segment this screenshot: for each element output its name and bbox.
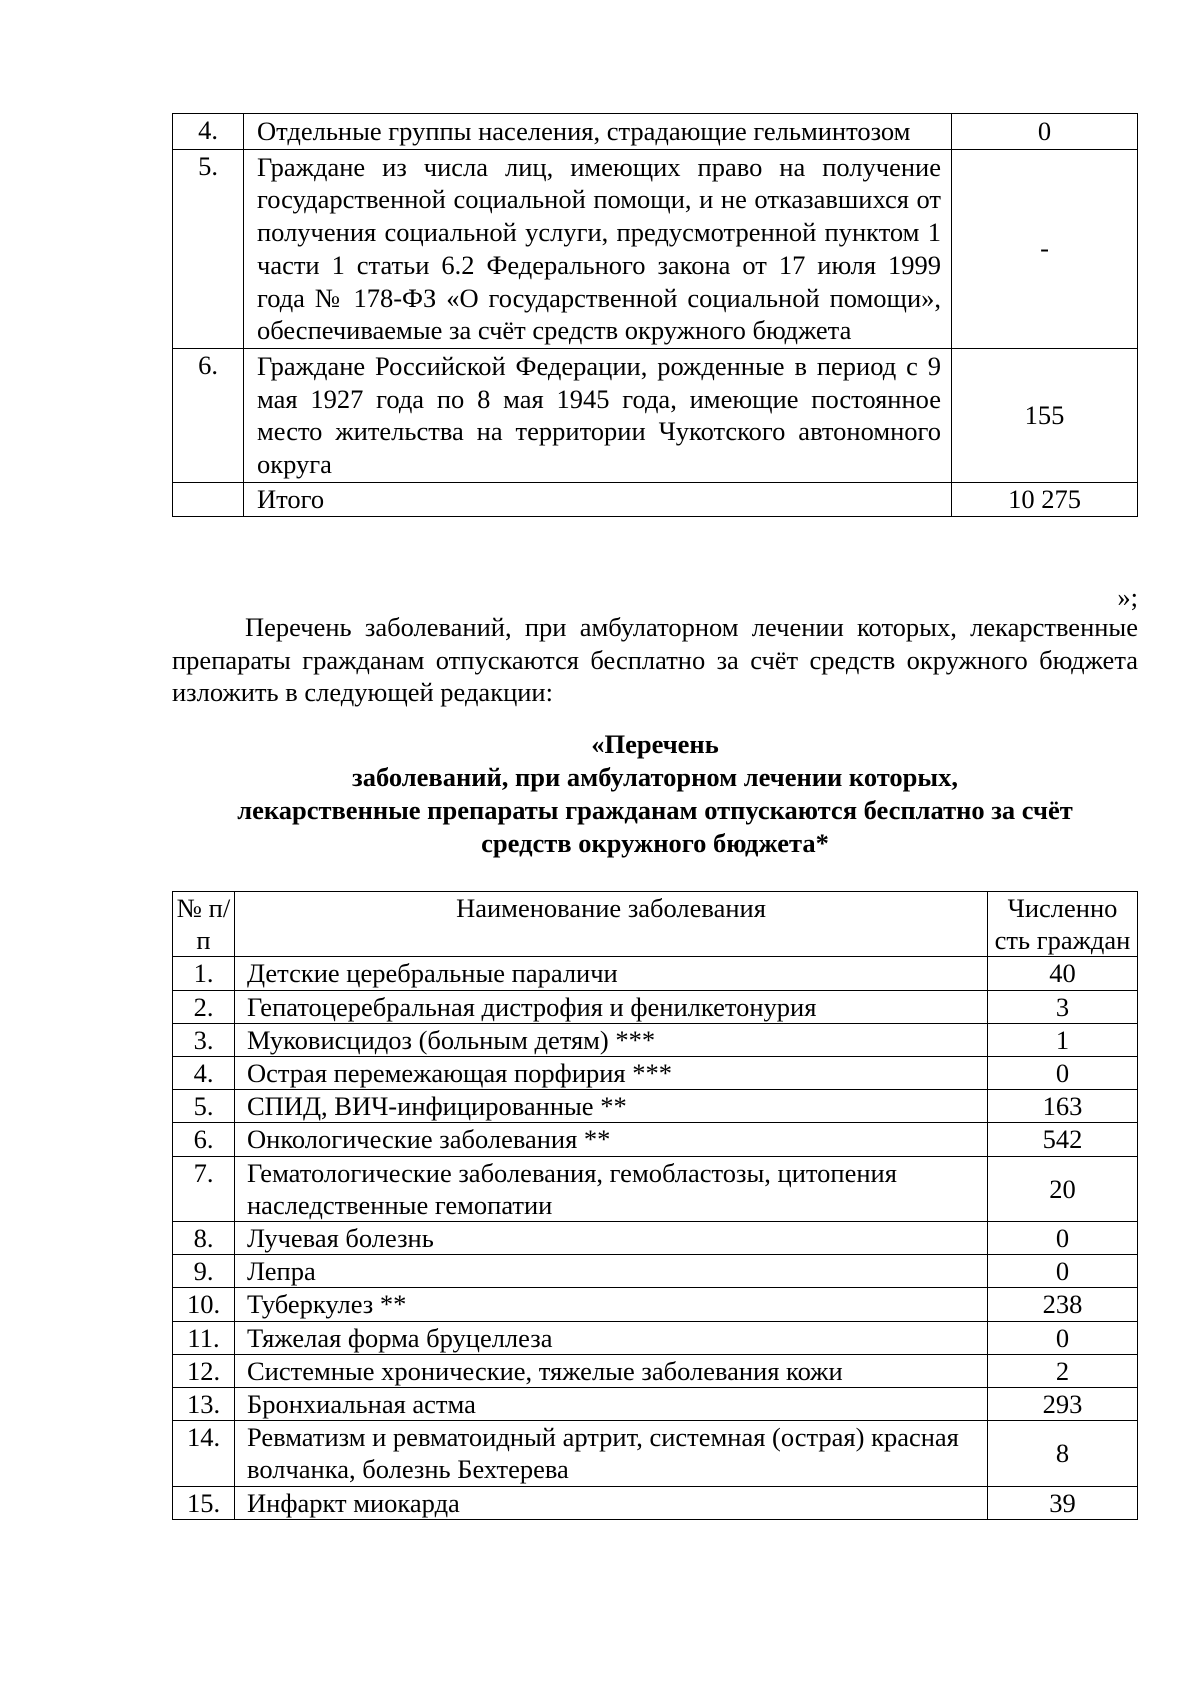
disease-name: Ревматизм и ревматоидный артрит, системная (острая) красная волчанка, болезнь Бехтерева bbox=[235, 1421, 988, 1486]
table-row bbox=[173, 1321, 1138, 1354]
citizen-count: 39 bbox=[988, 1486, 1138, 1519]
row-number: 2. bbox=[173, 990, 235, 1023]
disease-name: Лепра bbox=[235, 1255, 988, 1288]
disease-name: Туберкулез ** bbox=[235, 1288, 988, 1321]
table-row bbox=[173, 1255, 1138, 1288]
diseases-table bbox=[172, 891, 1138, 1520]
table-row bbox=[173, 1388, 1138, 1421]
disease-name: Муковисцидоз (больным детям) *** bbox=[235, 1023, 988, 1056]
citizen-count: 40 bbox=[988, 957, 1138, 990]
table-row bbox=[173, 1486, 1138, 1519]
row-number: 4. bbox=[173, 114, 244, 150]
table-row bbox=[173, 990, 1138, 1023]
citizen-count: 1 bbox=[988, 1023, 1138, 1056]
list-title bbox=[172, 728, 1138, 860]
disease-name: Инфаркт миокарда bbox=[235, 1486, 988, 1519]
row-number: 3. bbox=[173, 1023, 235, 1056]
row-description: Граждане Российской Федерации, рожденные в период с 9 мая 1927 года по 8 мая 1945 года, имеющие постоянное место жительства на территории Чукотского автономного округа bbox=[244, 348, 952, 482]
total-row bbox=[173, 482, 1138, 517]
header-citizen-count: Численно сть граждан bbox=[988, 892, 1138, 957]
table-row bbox=[173, 1354, 1138, 1387]
row-value: 155 bbox=[952, 348, 1138, 482]
citizen-count: 3 bbox=[988, 990, 1138, 1023]
total-value: 10 275 bbox=[952, 482, 1138, 517]
disease-name: Системные хронические, тяжелые заболевания кожи bbox=[235, 1354, 988, 1387]
row-number: 14. bbox=[173, 1421, 235, 1486]
citizen-count: 8 bbox=[988, 1421, 1138, 1486]
total-label: Итого bbox=[244, 482, 952, 517]
table-header-row bbox=[173, 892, 1138, 957]
citizen-count: 0 bbox=[988, 1321, 1138, 1354]
table-row bbox=[173, 1123, 1138, 1156]
row-number: 11. bbox=[173, 1321, 235, 1354]
table-row bbox=[173, 1156, 1138, 1221]
row-number: 10. bbox=[173, 1288, 235, 1321]
disease-name: Лучевая болезнь bbox=[235, 1222, 988, 1255]
citizen-count: 293 bbox=[988, 1388, 1138, 1421]
table-row bbox=[173, 149, 1138, 348]
row-number: 13. bbox=[173, 1388, 235, 1421]
row-number: 1. bbox=[173, 957, 235, 990]
citizen-count: 542 bbox=[988, 1123, 1138, 1156]
citizen-count: 2 bbox=[988, 1354, 1138, 1387]
table-row bbox=[173, 1222, 1138, 1255]
row-number: 9. bbox=[173, 1255, 235, 1288]
list-title-line: заболеваний, при амбулаторном лечении которых, bbox=[352, 762, 958, 792]
list-title-line: лекарственные препараты гражданам отпускаются бесплатно за счёт bbox=[237, 795, 1073, 825]
disease-name: СПИД, ВИЧ-инфицированные ** bbox=[235, 1090, 988, 1123]
row-number: 8. bbox=[173, 1222, 235, 1255]
citizen-count: 163 bbox=[988, 1090, 1138, 1123]
beneficiaries-table-continuation bbox=[172, 113, 1138, 517]
row-description: Граждане из числа лиц, имеющих право на получение государственной социальной помощи, и не отказавшихся от получения социальной услуги, предусмотренной пунктом 1 части 1 статьи 6.2 Федерального закона от 17 июля 1999 года № 178-ФЗ «О государственной социальной помощи», обеспечиваемые за счёт средств окружного бюджета bbox=[244, 149, 952, 348]
closing-quote: »; bbox=[1117, 582, 1138, 612]
citizen-count: 0 bbox=[988, 1255, 1138, 1288]
row-number: 6. bbox=[173, 1123, 235, 1156]
disease-name: Бронхиальная астма bbox=[235, 1388, 988, 1421]
row-number: 5. bbox=[173, 1090, 235, 1123]
row-value: - bbox=[952, 149, 1138, 348]
row-number: 5. bbox=[173, 149, 244, 348]
diseases-table-body bbox=[173, 957, 1138, 1519]
table-row bbox=[173, 1288, 1138, 1321]
disease-name: Онкологические заболевания ** bbox=[235, 1123, 988, 1156]
row-number: 15. bbox=[173, 1486, 235, 1519]
table-row bbox=[173, 1023, 1138, 1056]
row-value: 0 bbox=[952, 114, 1138, 150]
table-row bbox=[173, 957, 1138, 990]
header-number: № п/п bbox=[173, 892, 235, 957]
disease-name: Детские церебральные параличи bbox=[235, 957, 988, 990]
citizen-count: 20 bbox=[988, 1156, 1138, 1221]
citizen-count: 0 bbox=[988, 1222, 1138, 1255]
disease-name: Тяжелая форма бруцеллеза bbox=[235, 1321, 988, 1354]
disease-name: Острая перемежающая порфирия *** bbox=[235, 1057, 988, 1090]
row-number: 4. bbox=[173, 1057, 235, 1090]
total-number-cell bbox=[173, 482, 244, 517]
row-number: 6. bbox=[173, 348, 244, 482]
row-description: Отдельные группы населения, страдающие гельминтозом bbox=[244, 114, 952, 150]
list-title-line: «Перечень bbox=[591, 729, 719, 759]
citizen-count: 0 bbox=[988, 1057, 1138, 1090]
table-row bbox=[173, 1421, 1138, 1486]
row-number: 12. bbox=[173, 1354, 235, 1387]
header-disease-name: Наименование заболевания bbox=[235, 892, 988, 957]
list-title-line: средств окружного бюджета* bbox=[481, 828, 829, 858]
disease-name: Гематологические заболевания, гемобластозы, цитопения наследственные гемопатии bbox=[235, 1156, 988, 1221]
table-row bbox=[173, 1057, 1138, 1090]
body-paragraph: Перечень заболеваний, при амбулаторном лечении которых, лекарственные препараты гражданам отпускаются бесплатно за счёт средств окружного бюджета изложить в следующей редакции: bbox=[172, 612, 1138, 708]
disease-name: Гепатоцеребральная дистрофия и фенилкетонурия bbox=[235, 990, 988, 1023]
row-number: 7. bbox=[173, 1156, 235, 1221]
table-row bbox=[173, 114, 1138, 150]
table-row bbox=[173, 348, 1138, 482]
table-row bbox=[173, 1090, 1138, 1123]
citizen-count: 238 bbox=[988, 1288, 1138, 1321]
